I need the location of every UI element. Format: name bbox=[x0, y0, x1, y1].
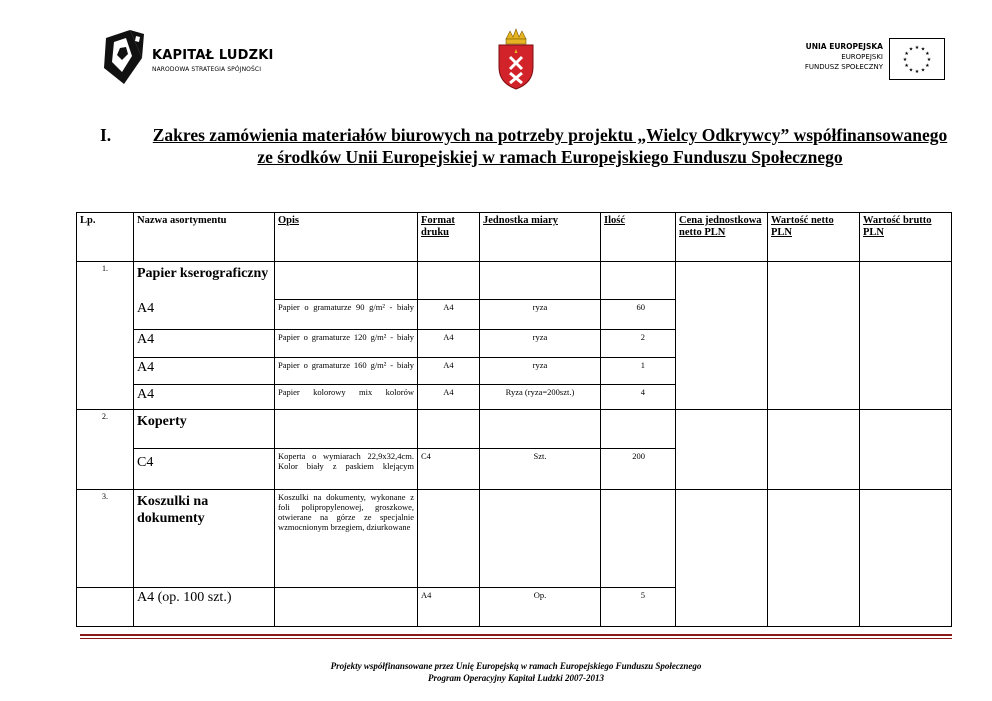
empty-cell bbox=[600, 409, 675, 448]
kl-subtitle: NARODOWA STRATEGIA SPÓJNOŚCI bbox=[152, 66, 262, 73]
row-1-jednostka: ryza bbox=[479, 299, 600, 329]
eu-star-icon: ★ bbox=[925, 63, 930, 69]
row-3-opis: Papier o gramaturze 160 g/m² - biały bbox=[274, 357, 417, 384]
empty-cell bbox=[600, 261, 675, 299]
empty-cell bbox=[767, 409, 859, 489]
row-1-name: A4 bbox=[133, 299, 274, 329]
row-2-name: A4 bbox=[133, 329, 274, 357]
crest-icon bbox=[494, 25, 538, 91]
empty-cell bbox=[600, 489, 675, 587]
footer-rule-thick bbox=[80, 634, 952, 636]
group-1-lp: 1. bbox=[76, 261, 133, 409]
row-5-jednostka: Szt. bbox=[479, 448, 600, 489]
empty-cell bbox=[859, 409, 952, 489]
empty-cell bbox=[675, 409, 767, 489]
document-title bbox=[100, 124, 950, 168]
eu-star-icon: ★ bbox=[926, 57, 932, 63]
eu-logo bbox=[760, 38, 945, 82]
row-3-jednostka: ryza bbox=[479, 357, 600, 384]
order-table bbox=[76, 212, 952, 627]
eu-star-icon: ★ bbox=[920, 67, 926, 74]
row-4-ilosc: 4 bbox=[600, 384, 675, 409]
header-nazwa: Nazwa asortymentu bbox=[133, 212, 274, 261]
empty-cell bbox=[479, 261, 600, 299]
row-3-name: A4 bbox=[133, 357, 274, 384]
kapital-ludzki-emblem-icon bbox=[100, 28, 148, 86]
row-2-ilosc: 2 bbox=[600, 329, 675, 357]
empty-cell bbox=[479, 409, 600, 448]
row-2-jednostka: ryza bbox=[479, 329, 600, 357]
eu-line1: UNIA EUROPEJSKA bbox=[805, 42, 883, 51]
empty-cell bbox=[479, 489, 600, 587]
eu-star-icon: ★ bbox=[908, 67, 914, 74]
empty-cell bbox=[675, 489, 767, 627]
row-5-opis: Koperta o wymiarach 22,9x32,4cm. Kolor biały z paskiem klejącym bbox=[274, 448, 417, 489]
group-3-lp: 3. bbox=[76, 489, 133, 587]
group-1-opis-empty bbox=[274, 261, 417, 299]
kl-title: KAPITAŁ LUDZKI bbox=[152, 48, 274, 63]
row-6-format: A4 bbox=[417, 587, 479, 627]
row-5-format: C4 bbox=[417, 448, 479, 489]
empty-cell bbox=[417, 489, 479, 587]
row-4-format: A4 bbox=[417, 384, 479, 409]
row-4-name: A4 bbox=[133, 384, 274, 409]
row-6-jednostka: Op. bbox=[479, 587, 600, 627]
empty-cell bbox=[76, 587, 133, 627]
eu-line2: EUROPEJSKI bbox=[841, 53, 883, 61]
row-1-format: A4 bbox=[417, 299, 479, 329]
group-1-name: Papier kserograficzny bbox=[133, 261, 274, 299]
footer-line1: Projekty współfinansowane przez Unię Europejską w ramach Europejskiego Funduszu Społecznego bbox=[330, 661, 702, 671]
header-ilosc: Ilość bbox=[600, 212, 675, 261]
eu-star-icon: ★ bbox=[902, 57, 908, 63]
row-1-opis: Papier o gramaturze 90 g/m² - biały bbox=[274, 299, 417, 329]
empty-cell bbox=[417, 409, 479, 448]
row-6-ilosc: 5 bbox=[600, 587, 675, 627]
row-3-format: A4 bbox=[417, 357, 479, 384]
eu-star-icon: ★ bbox=[904, 51, 909, 57]
empty-cell bbox=[767, 261, 859, 409]
row-2-opis: Papier o gramaturze 120 g/m² - biały bbox=[274, 329, 417, 357]
row-2-format: A4 bbox=[417, 329, 479, 357]
row-4-jednostka: Ryza (ryza=200szt.) bbox=[479, 384, 600, 409]
empty-cell bbox=[417, 261, 479, 299]
header-lp: Lp. bbox=[76, 212, 133, 261]
group-3-opis: Koszulki na dokumenty, wykonane z foli polipropylenowej, groszkowe, otwierane na górze ze specjalnie wzmocnionym brzegiem, dziurkowane bbox=[274, 489, 417, 587]
header-jednostka: Jednostka miary bbox=[479, 212, 600, 261]
footer-line2: Program Operacyjny Kapitał Ludzki 2007-2013 bbox=[428, 673, 604, 683]
eu-flag-icon bbox=[889, 38, 945, 80]
header-opis: Opis bbox=[274, 212, 417, 261]
eu-star-icon: ★ bbox=[914, 69, 920, 75]
city-crest-logo bbox=[494, 25, 538, 91]
row-4-opis: Papier kolorowy mix kolorów bbox=[274, 384, 417, 409]
group-2-name: Koperty bbox=[133, 409, 274, 448]
row-5-name: C4 bbox=[133, 448, 274, 489]
header-cena: Cena jednostkowa netto PLN bbox=[675, 212, 767, 261]
group-2-lp: 2. bbox=[76, 409, 133, 489]
eu-star-icon: ★ bbox=[920, 46, 926, 53]
empty-cell bbox=[274, 409, 417, 448]
empty-cell bbox=[767, 489, 859, 627]
eu-star-icon: ★ bbox=[908, 46, 914, 53]
eu-text bbox=[805, 42, 883, 72]
empty-cell bbox=[675, 261, 767, 409]
title-text: Zakres zamówienia materiałów biurowych na potrzeby projektu „Wielcy Odkrywcy” współfinansowanego ze środków Unii Europejskiej w ramach Europejskiego Funduszu Społecznego bbox=[152, 125, 948, 167]
footer-rule-thin bbox=[80, 638, 952, 639]
eu-star-icon: ★ bbox=[914, 45, 920, 51]
row-1-ilosc: 60 bbox=[600, 299, 675, 329]
row-3-ilosc: 1 bbox=[600, 357, 675, 384]
header-brutto: Wartość brutto PLN bbox=[859, 212, 952, 261]
empty-cell bbox=[859, 489, 952, 627]
empty-cell bbox=[859, 261, 952, 409]
title-number: I. bbox=[100, 125, 112, 145]
eu-star-icon: ★ bbox=[904, 63, 909, 69]
footer bbox=[80, 660, 952, 684]
group-3-name: Koszulki na dokumenty bbox=[133, 489, 274, 587]
header-format: Format druku bbox=[417, 212, 479, 261]
row-6-name: A4 (op. 100 szt.) bbox=[133, 587, 274, 627]
header-netto: Wartość netto PLN bbox=[767, 212, 859, 261]
row-6-opis bbox=[274, 587, 417, 627]
eu-line3: FUNDUSZ SPOŁECZNY bbox=[804, 63, 883, 71]
kapital-ludzki-logo bbox=[100, 28, 290, 86]
row-5-ilosc: 200 bbox=[600, 448, 675, 489]
eu-star-icon: ★ bbox=[925, 51, 930, 57]
